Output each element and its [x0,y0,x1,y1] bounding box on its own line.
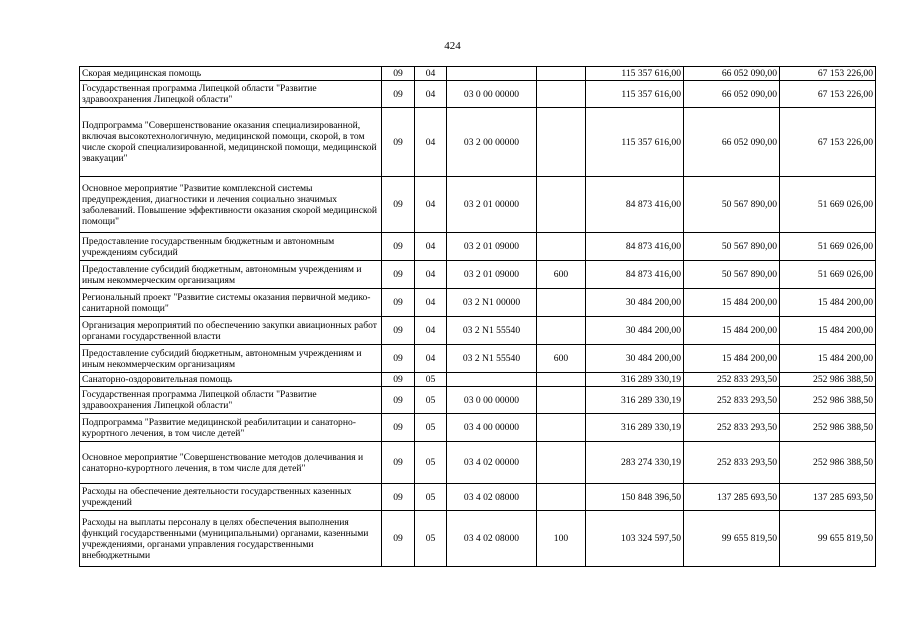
expense-type-code [537,233,586,261]
amount-year-3: 137 285 693,50 [780,484,876,511]
target-article-code: 03 4 02 08000 [447,484,537,511]
amount-year-2: 66 052 090,00 [684,81,780,108]
section-code: 09 [382,289,415,317]
amount-year-3: 252 986 388,50 [780,442,876,484]
subsection-code: 04 [415,177,447,233]
expense-type-code [537,442,586,484]
table-row [80,414,876,442]
table-row [80,317,876,345]
amount-year-1: 84 873 416,00 [586,177,684,233]
section-code: 09 [382,108,415,177]
section-code: 09 [382,317,415,345]
amount-year-1: 30 484 200,00 [586,345,684,373]
subsection-code: 05 [415,414,447,442]
amount-year-3: 252 986 388,50 [780,414,876,442]
table-row [80,442,876,484]
budget-item-name: Подпрограмма "Развитие медицинской реабилитации и санаторно-курортного лечения, в том числе детей" [80,414,382,442]
amount-year-2: 137 285 693,50 [684,484,780,511]
target-article-code [447,67,537,81]
amount-year-1: 115 357 616,00 [586,81,684,108]
subsection-code: 04 [415,289,447,317]
amount-year-1: 30 484 200,00 [586,289,684,317]
expense-type-code [537,387,586,414]
expense-type-code [537,108,586,177]
expense-type-code [537,317,586,345]
budget-item-name: Санаторно-оздоровительная помощь [80,373,382,387]
amount-year-3: 67 153 226,00 [780,81,876,108]
subsection-code: 04 [415,67,447,81]
table-row [80,67,876,81]
subsection-code: 05 [415,442,447,484]
budget-item-name: Предоставление субсидий бюджетным, автономным учреждениям и иным некоммерческим организациям [80,345,382,373]
table-row [80,484,876,511]
amount-year-1: 115 357 616,00 [586,67,684,81]
budget-item-name: Организация мероприятий по обеспечению закупки авиационных работ органами государственной власти [80,317,382,345]
subsection-code: 04 [415,261,447,289]
amount-year-2: 66 052 090,00 [684,67,780,81]
amount-year-3: 252 986 388,50 [780,373,876,387]
target-article-code: 03 2 N1 55540 [447,345,537,373]
table-row [80,108,876,177]
amount-year-1: 84 873 416,00 [586,233,684,261]
table-row [80,177,876,233]
target-article-code: 03 4 02 00000 [447,442,537,484]
section-code: 09 [382,81,415,108]
amount-year-2: 15 484 200,00 [684,289,780,317]
subsection-code: 05 [415,511,447,567]
table-row [80,373,876,387]
amount-year-2: 252 833 293,50 [684,387,780,414]
amount-year-1: 316 289 330,19 [586,414,684,442]
expense-type-code [537,177,586,233]
amount-year-3: 67 153 226,00 [780,67,876,81]
subsection-code: 05 [415,387,447,414]
target-article-code: 03 0 00 00000 [447,81,537,108]
amount-year-3: 51 669 026,00 [780,261,876,289]
amount-year-3: 51 669 026,00 [780,233,876,261]
amount-year-2: 50 567 890,00 [684,177,780,233]
amount-year-3: 15 484 200,00 [780,317,876,345]
amount-year-3: 99 655 819,50 [780,511,876,567]
target-article-code: 03 2 01 00000 [447,177,537,233]
section-code: 09 [382,414,415,442]
budget-table [79,66,876,567]
budget-item-name: Государственная программа Липецкой области "Развитие здравоохранения Липецкой области" [80,81,382,108]
amount-year-2: 15 484 200,00 [684,345,780,373]
budget-item-name: Расходы на обеспечение деятельности государственных казенных учреждений [80,484,382,511]
section-code: 09 [382,373,415,387]
expense-type-code [537,484,586,511]
budget-item-name: Региональный проект "Развитие системы оказания первичной медико-санитарной помощи" [80,289,382,317]
amount-year-2: 252 833 293,50 [684,414,780,442]
amount-year-1: 316 289 330,19 [586,387,684,414]
expense-type-code [537,414,586,442]
target-article-code: 03 2 00 00000 [447,108,537,177]
subsection-code: 05 [415,373,447,387]
table-row [80,261,876,289]
subsection-code: 05 [415,484,447,511]
expense-type-code: 100 [537,511,586,567]
expense-type-code: 600 [537,345,586,373]
amount-year-1: 283 274 330,19 [586,442,684,484]
amount-year-2: 252 833 293,50 [684,442,780,484]
table-body [80,67,876,567]
section-code: 09 [382,261,415,289]
section-code: 09 [382,233,415,261]
target-article-code: 03 4 00 00000 [447,414,537,442]
amount-year-1: 103 324 597,50 [586,511,684,567]
subsection-code: 04 [415,81,447,108]
section-code: 09 [382,67,415,81]
target-article-code: 03 2 01 09000 [447,233,537,261]
subsection-code: 04 [415,233,447,261]
section-code: 09 [382,484,415,511]
table-row [80,511,876,567]
subsection-code: 04 [415,345,447,373]
target-article-code: 03 2 01 09000 [447,261,537,289]
expense-type-code [537,67,586,81]
amount-year-3: 15 484 200,00 [780,289,876,317]
expense-type-code [537,81,586,108]
amount-year-1: 150 848 396,50 [586,484,684,511]
amount-year-3: 15 484 200,00 [780,345,876,373]
table-row [80,81,876,108]
amount-year-2: 66 052 090,00 [684,108,780,177]
amount-year-1: 316 289 330,19 [586,373,684,387]
budget-item-name: Государственная программа Липецкой области "Развитие здравоохранения Липецкой области" [80,387,382,414]
amount-year-2: 99 655 819,50 [684,511,780,567]
amount-year-2: 50 567 890,00 [684,261,780,289]
target-article-code: 03 2 N1 00000 [447,289,537,317]
section-code: 09 [382,387,415,414]
table-row [80,387,876,414]
budget-item-name: Предоставление государственным бюджетным и автономным учреждениям субсидий [80,233,382,261]
page-number: 424 [444,40,461,52]
table-row [80,233,876,261]
expense-type-code [537,373,586,387]
amount-year-3: 67 153 226,00 [780,108,876,177]
budget-item-name: Подпрограмма "Совершенствование оказания специализированной, включая высокотехнологичную, медицинской помощи, скорой, в том числе скорой специализированной, медицинской помощи, медицинской эвакуации" [80,108,382,177]
budget-item-name: Основное мероприятие "Совершенствование методов долечивания и санаторно-курортного лечения, в том числе для детей" [80,442,382,484]
table-row [80,289,876,317]
expense-type-code [537,289,586,317]
target-article-code: 03 4 02 08000 [447,511,537,567]
section-code: 09 [382,345,415,373]
target-article-code [447,373,537,387]
amount-year-3: 51 669 026,00 [780,177,876,233]
budget-item-name: Расходы на выплаты персоналу в целях обеспечения выполнения функций государственными (муниципальными) органами, казенными учреждениями, органами управления государственными внебюджетными [80,511,382,567]
target-article-code: 03 0 00 00000 [447,387,537,414]
budget-item-name: Скорая медицинская помощь [80,67,382,81]
section-code: 09 [382,442,415,484]
subsection-code: 04 [415,108,447,177]
amount-year-2: 15 484 200,00 [684,317,780,345]
section-code: 09 [382,511,415,567]
budget-item-name: Основное мероприятие "Развитие комплексной системы предупреждения, диагностики и лечения социально значимых заболеваний. Повышение эффективности оказания скорой медицинской помощи" [80,177,382,233]
budget-item-name: Предоставление субсидий бюджетным, автономным учреждениям и иным некоммерческим организациям [80,261,382,289]
expense-type-code: 600 [537,261,586,289]
amount-year-2: 252 833 293,50 [684,373,780,387]
target-article-code: 03 2 N1 55540 [447,317,537,345]
amount-year-1: 30 484 200,00 [586,317,684,345]
table-row [80,345,876,373]
amount-year-1: 84 873 416,00 [586,261,684,289]
amount-year-2: 50 567 890,00 [684,233,780,261]
subsection-code: 04 [415,317,447,345]
amount-year-1: 115 357 616,00 [586,108,684,177]
amount-year-3: 252 986 388,50 [780,387,876,414]
section-code: 09 [382,177,415,233]
